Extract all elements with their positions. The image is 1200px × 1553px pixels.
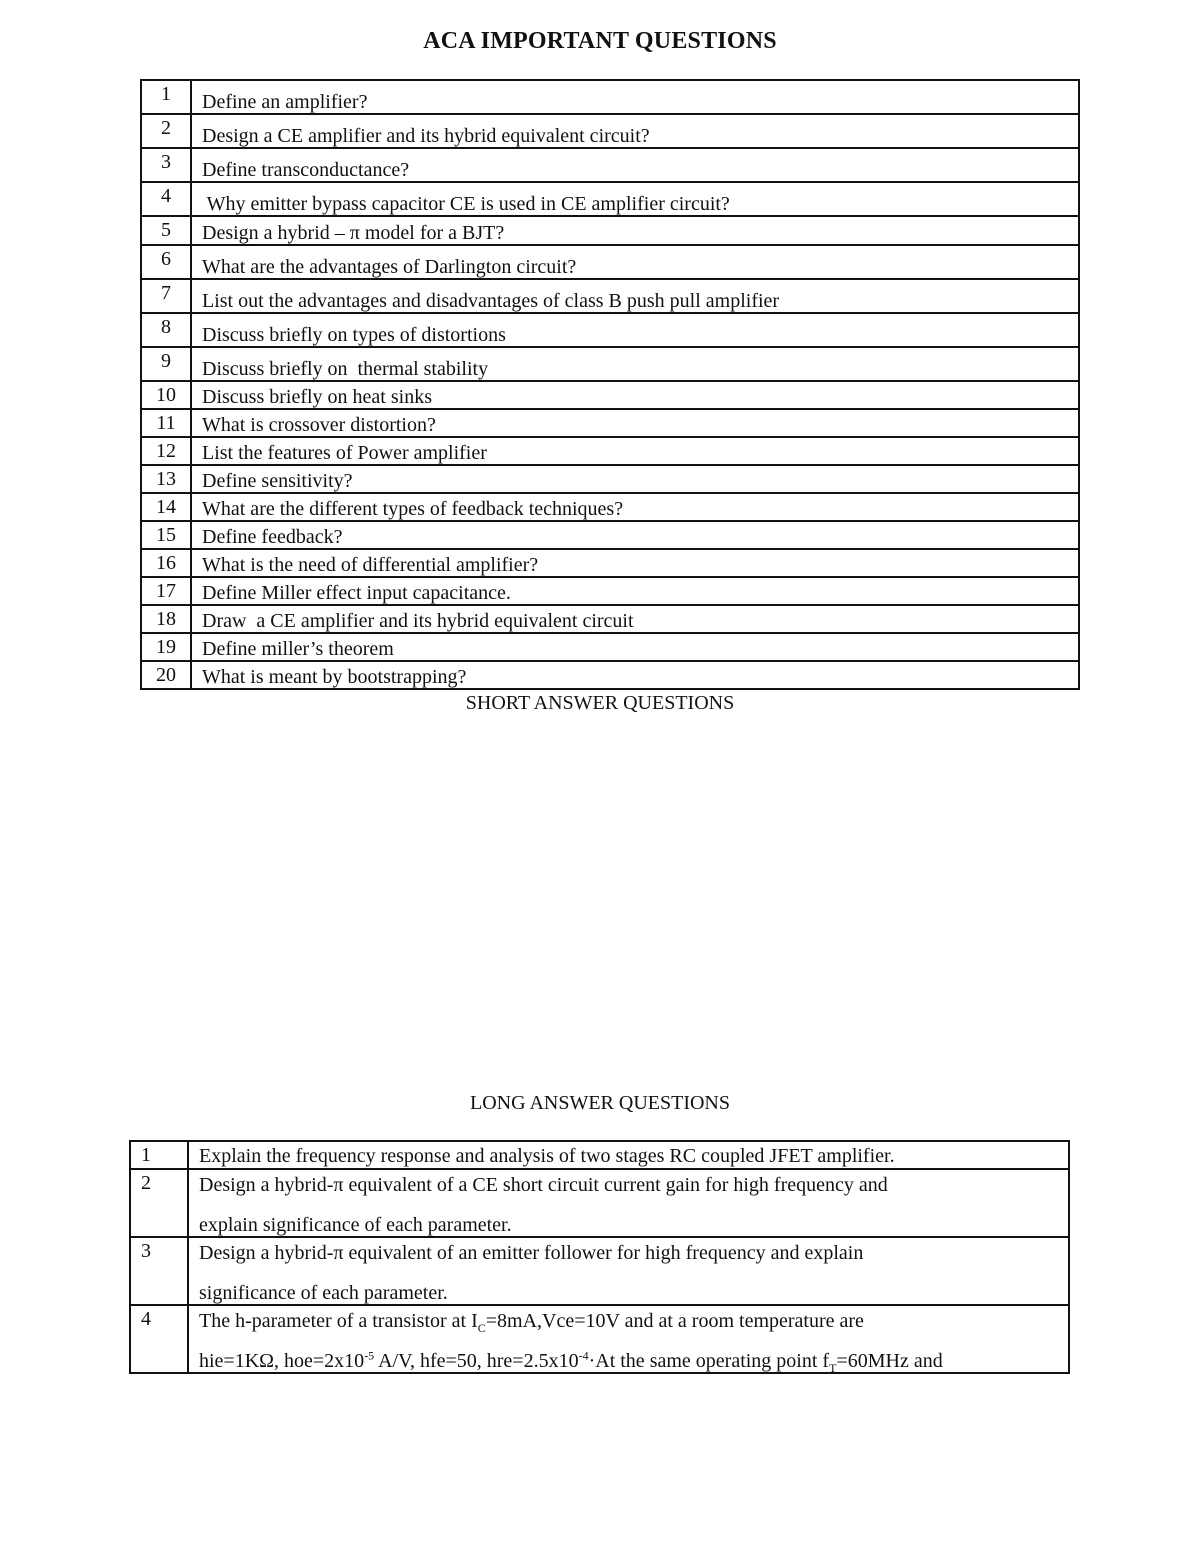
question-text — [188, 1237, 1069, 1305]
question-text: Define an amplifier? — [191, 80, 1079, 114]
table-row — [141, 279, 1079, 313]
table-row — [130, 1169, 1069, 1237]
question-text: Define sensitivity? — [191, 465, 1079, 493]
question-number: 5 — [141, 216, 191, 245]
question-number: 3 — [141, 148, 191, 182]
question-line: significance of each parameter. — [199, 1282, 448, 1304]
table-row — [141, 493, 1079, 521]
question-line: Design a hybrid-π equivalent of a CE short circuit current gain for high frequency and — [199, 1174, 888, 1196]
short-answer-table — [140, 79, 1080, 690]
table-row — [141, 148, 1079, 182]
table-row — [141, 182, 1079, 216]
table-row — [130, 1141, 1069, 1169]
question-text: List out the advantages and disadvantages of class B push pull amplifier — [191, 279, 1079, 313]
superscript: -5 — [364, 1348, 375, 1363]
question-number: 17 — [141, 577, 191, 605]
table-row — [141, 577, 1079, 605]
table-row — [141, 605, 1079, 633]
short-answer-caption: SHORT ANSWER QUESTIONS — [465, 692, 735, 714]
text-fragment: =8mA,Vce=10V and at a room temperature are — [485, 1310, 864, 1332]
question-text: Design a hybrid – π model for a BJT? — [191, 216, 1079, 245]
question-line: explain significance of each parameter. — [199, 1214, 512, 1236]
question-number: 1 — [130, 1141, 188, 1169]
question-number: 1 — [141, 80, 191, 114]
question-number: 13 — [141, 465, 191, 493]
question-text: Explain the frequency response and analysis of two stages RC coupled JFET amplifier. — [188, 1141, 1069, 1169]
question-line — [199, 1310, 864, 1335]
question-text: Define miller’s theorem — [191, 633, 1079, 661]
superscript: -4 — [578, 1348, 589, 1363]
long-answer-caption: LONG ANSWER QUESTIONS — [470, 1092, 730, 1114]
question-text — [188, 1305, 1069, 1373]
question-number: 9 — [141, 347, 191, 381]
question-text: What is crossover distortion? — [191, 409, 1079, 437]
question-number: 18 — [141, 605, 191, 633]
question-text: Discuss briefly on heat sinks — [191, 381, 1079, 409]
table-row — [141, 661, 1079, 689]
table-row — [130, 1305, 1069, 1373]
question-number: 8 — [141, 313, 191, 347]
question-number: 19 — [141, 633, 191, 661]
subscript: T — [829, 1361, 837, 1375]
text-fragment: ·At the same operating point f — [588, 1350, 830, 1372]
question-number: 2 — [141, 114, 191, 148]
long-answer-table — [129, 1140, 1070, 1374]
table-row — [141, 114, 1079, 148]
question-number: 2 — [130, 1169, 188, 1237]
table-row — [141, 381, 1079, 409]
text-fragment: The h-parameter of a transistor at I — [199, 1310, 478, 1332]
question-number: 6 — [141, 245, 191, 279]
text-fragment: =60MHz and — [836, 1350, 943, 1372]
table-row — [141, 521, 1079, 549]
question-number: 4 — [141, 182, 191, 216]
question-text: Discuss briefly on thermal stability — [191, 347, 1079, 381]
question-number: 7 — [141, 279, 191, 313]
text-fragment: A/V, hfe=50, hre=2.5x10 — [374, 1350, 579, 1372]
question-text: Define Miller effect input capacitance. — [191, 577, 1079, 605]
question-number: 4 — [130, 1305, 188, 1373]
question-text: Why emitter bypass capacitor CE is used in CE amplifier circuit? — [191, 182, 1079, 216]
table-row — [141, 216, 1079, 245]
question-number: 15 — [141, 521, 191, 549]
table-row — [141, 245, 1079, 279]
question-text: What is meant by bootstrapping? — [191, 661, 1079, 689]
question-text: Draw a CE amplifier and its hybrid equivalent circuit — [191, 605, 1079, 633]
table-row — [130, 1237, 1069, 1305]
table-row — [141, 465, 1079, 493]
table-row — [141, 347, 1079, 381]
table-row — [141, 633, 1079, 661]
question-text: Discuss briefly on types of distortions — [191, 313, 1079, 347]
question-number: 12 — [141, 437, 191, 465]
question-number: 11 — [141, 409, 191, 437]
question-line — [199, 1348, 1062, 1375]
table-row — [141, 437, 1079, 465]
table-row — [141, 313, 1079, 347]
page-title: ACA IMPORTANT QUESTIONS — [423, 28, 777, 54]
question-number: 14 — [141, 493, 191, 521]
table-row — [141, 409, 1079, 437]
question-text: What are the advantages of Darlington circuit? — [191, 245, 1079, 279]
question-text: What are the different types of feedback techniques? — [191, 493, 1079, 521]
question-number: 20 — [141, 661, 191, 689]
question-number: 16 — [141, 549, 191, 577]
question-text: Design a CE amplifier and its hybrid equivalent circuit? — [191, 114, 1079, 148]
question-number: 3 — [130, 1237, 188, 1305]
text-fragment: hie=1KΩ, hoe=2x10 — [199, 1350, 365, 1372]
subscript: C — [477, 1321, 486, 1335]
question-line: Design a hybrid-π equivalent of an emitter follower for high frequency and explain — [199, 1242, 864, 1264]
question-text: Define feedback? — [191, 521, 1079, 549]
question-number: 10 — [141, 381, 191, 409]
question-text: Define transconductance? — [191, 148, 1079, 182]
question-text: What is the need of differential amplifier? — [191, 549, 1079, 577]
table-row — [141, 80, 1079, 114]
question-text: List the features of Power amplifier — [191, 437, 1079, 465]
table-row — [141, 549, 1079, 577]
question-text — [188, 1169, 1069, 1237]
